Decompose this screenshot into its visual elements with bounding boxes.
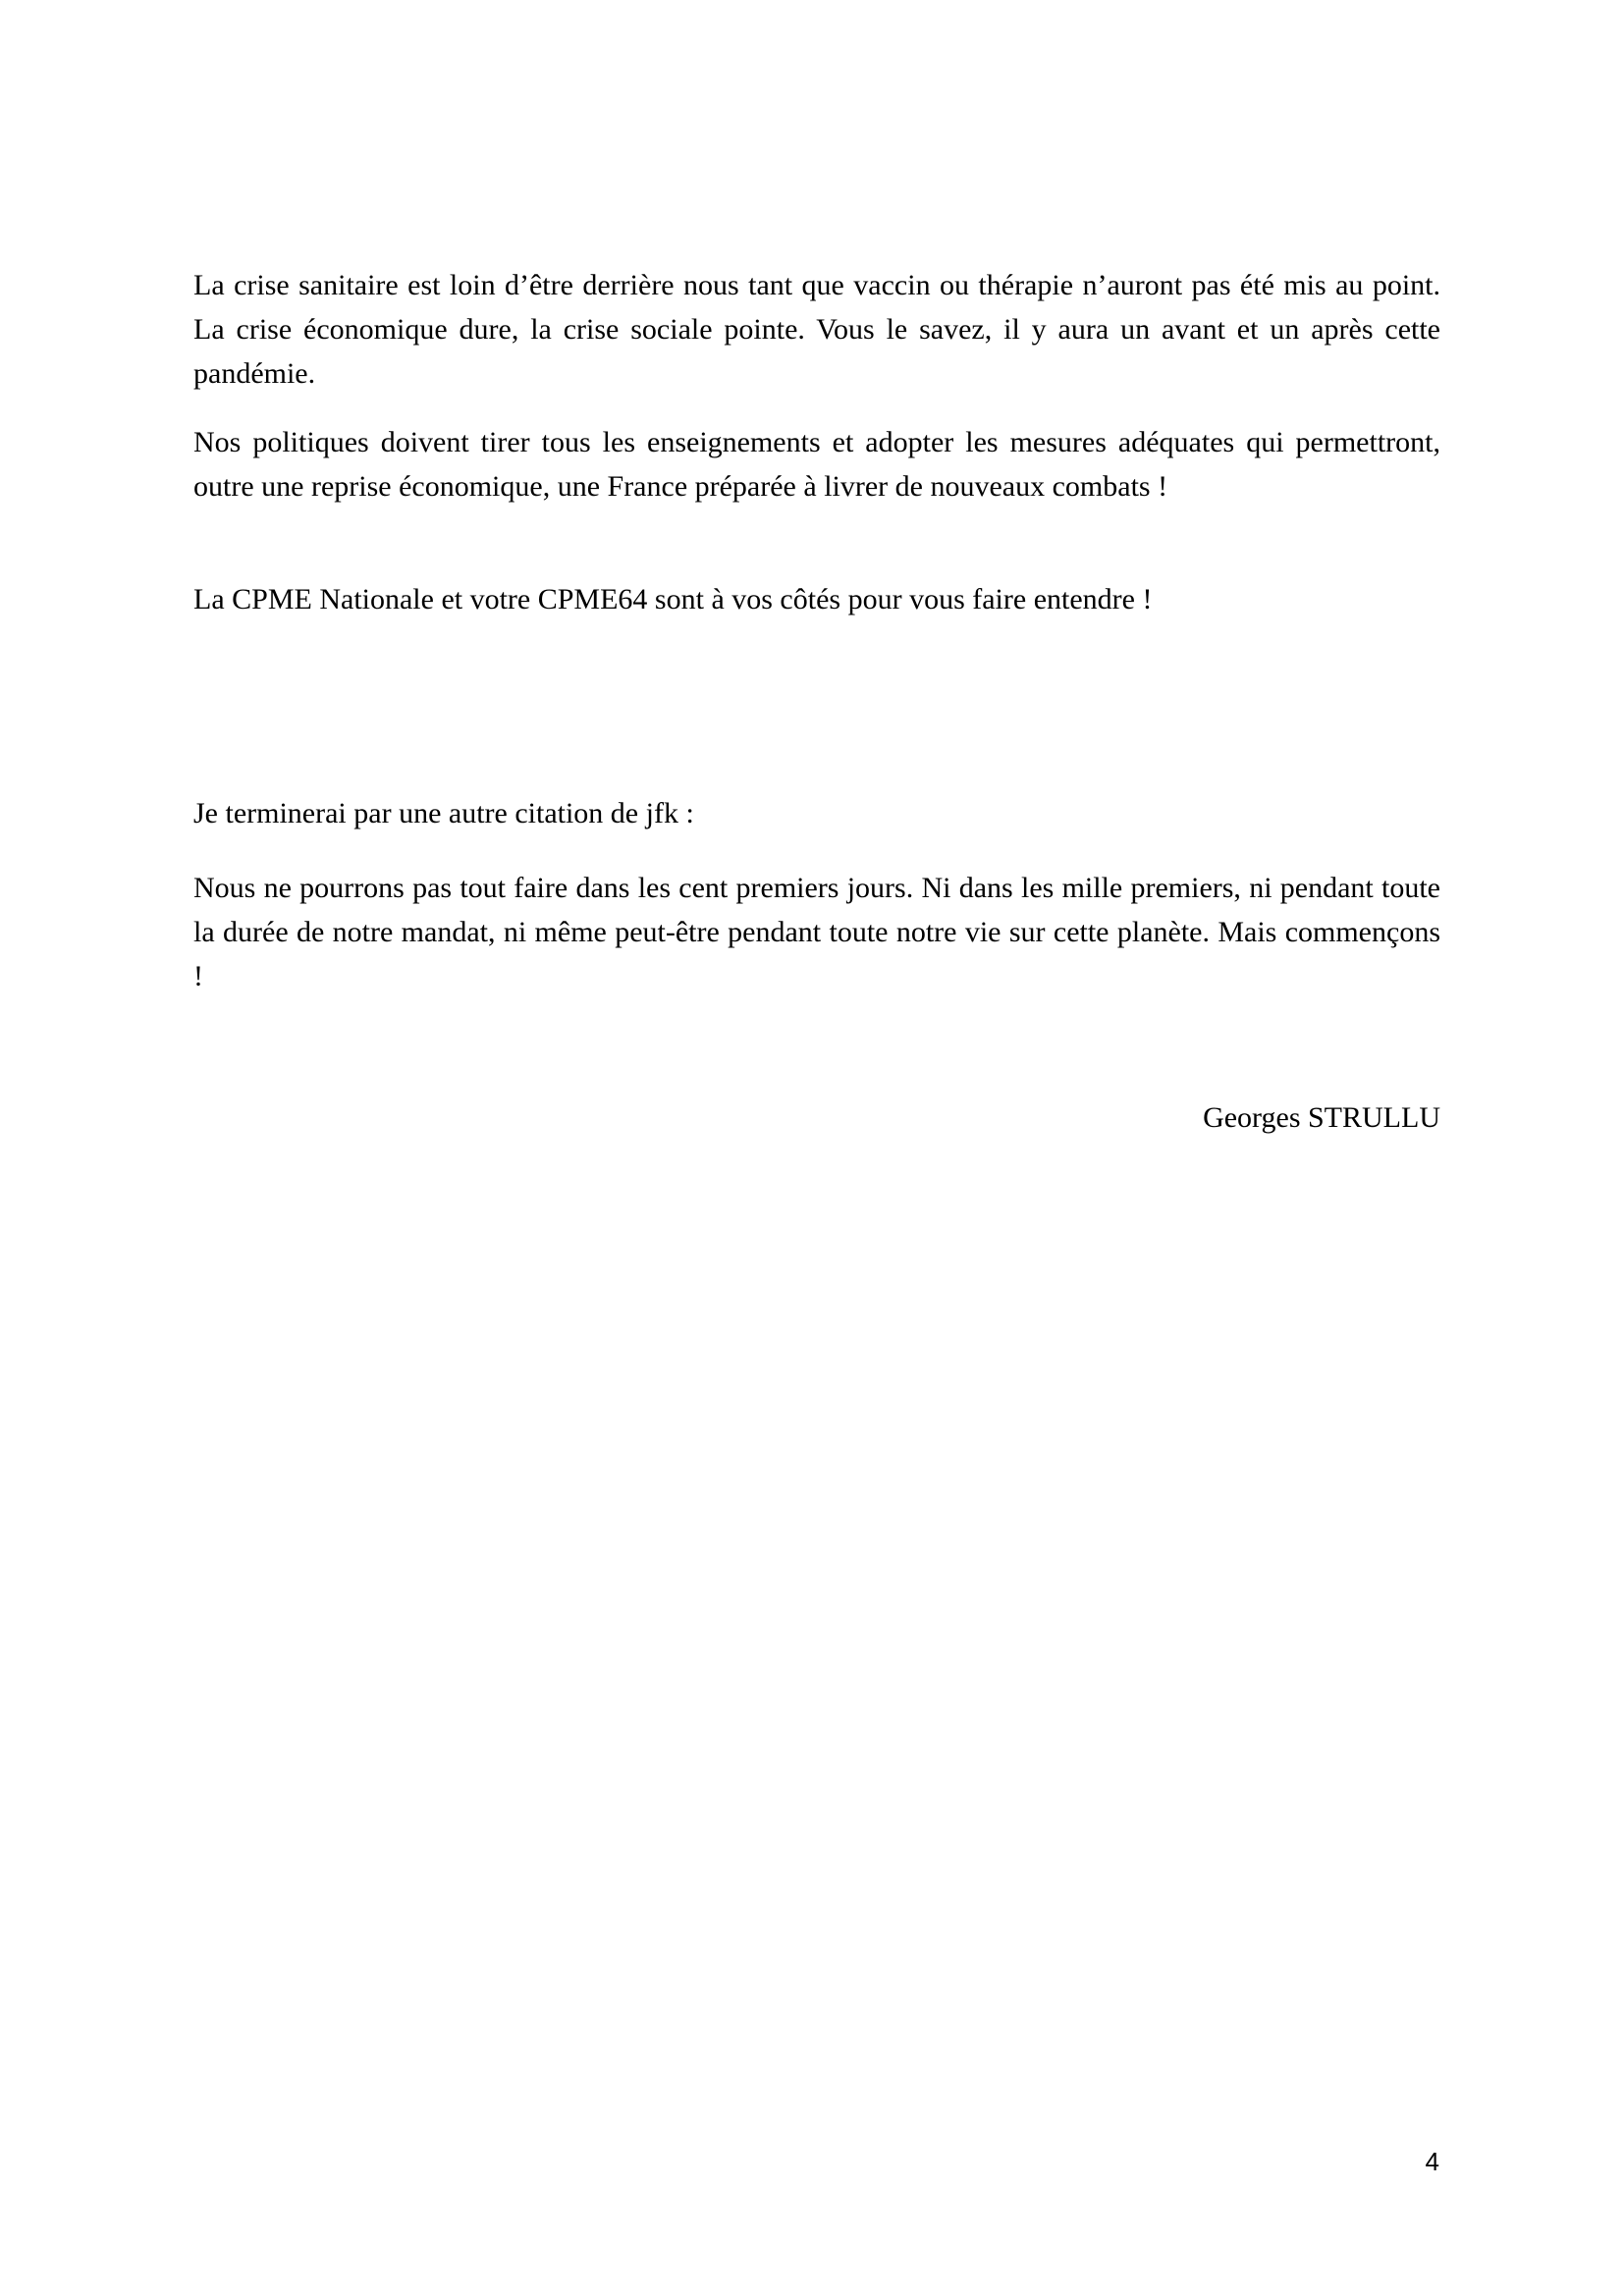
paragraph-quote-intro: Je terminerai par une autre citation de jfk : <box>193 797 694 829</box>
paragraph-health-crisis: La crise sanitaire est loin d’être derrière nous tant que vaccin ou thérapie n’auront pas été mis au point. La crise économique dure, la crise sociale pointe. Vous le savez, il y aura un avant et un après cette pandémie. <box>193 269 1440 390</box>
paragraph-jfk-quote: Nous ne pourrons pas tout faire dans les cent premiers jours. Ni dans les mille premiers, ni pendant toute la durée de notre mandat, ni même peut-être pendant toute notre vie sur cette planète. Mais commençons ! <box>193 872 1440 992</box>
page-number: 4 <box>1425 2147 1439 2176</box>
signature: Georges STRULLU <box>1203 1101 1440 1134</box>
paragraph-policies: Nos politiques doivent tirer tous les enseignements et adopter les mesures adéquates qui permettront, outre une reprise économique, une France préparée à livrer de nouveaux combats ! <box>193 426 1440 503</box>
paragraph-cpme-support: La CPME Nationale et votre CPME64 sont à vos côtés pour vous faire entendre ! <box>193 583 1153 615</box>
